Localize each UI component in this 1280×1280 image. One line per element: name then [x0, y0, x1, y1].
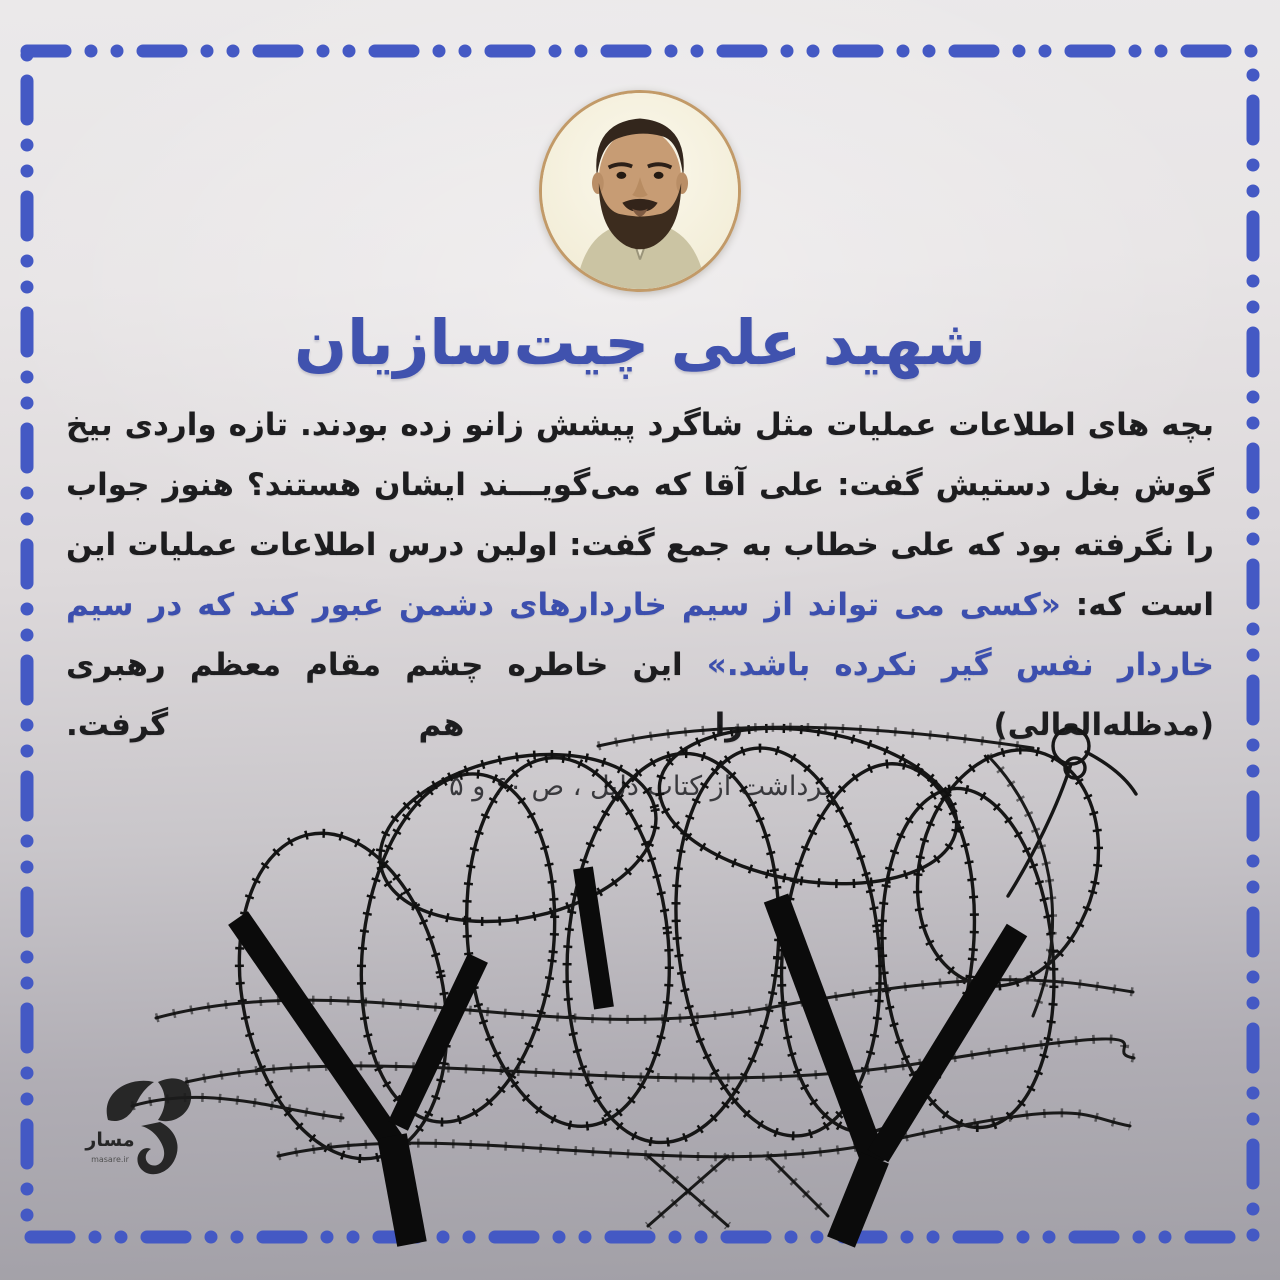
wire-posts: [238, 868, 1017, 1244]
source-caption: برداشت از کتاب دلیل ، ص ۶۰ و ۵: [449, 771, 831, 802]
barbed-wire-illustration: [128, 686, 1140, 1266]
masar-logo-url: masare.ir: [91, 1155, 129, 1164]
paragraph-outro: این خاطره چشم مقام معظم رهبری (مدظله‌العالی) را هم گرفت.: [66, 647, 1214, 743]
martyr-portrait: [539, 90, 741, 292]
masar-logo-name: مسار: [85, 1129, 135, 1151]
poster-title: شهید علی چیت‌سازیان: [294, 306, 986, 379]
paragraph-intro: بچه های اطلاعات عملیات مثل شاگرد پیشش زانو زده بودند. تازه واردی بیخ گوش بغل دستیش گفت: علی آقا که می‌گویـــند ایشان هستند؟ هنوز جواب را نگرفته بود که علی خطاب به جمع گفت: اولین درس اطلاعات عملیات این است که:: [66, 407, 1214, 623]
paragraph-quote: «کسی می تواند از سیم خاردارهای دشمن عبور کند که در سیم خاردار نفس گیر نکرده باشد.»: [66, 587, 1214, 683]
masar-logo: [78, 1072, 200, 1190]
portrait-photo: [542, 93, 738, 289]
